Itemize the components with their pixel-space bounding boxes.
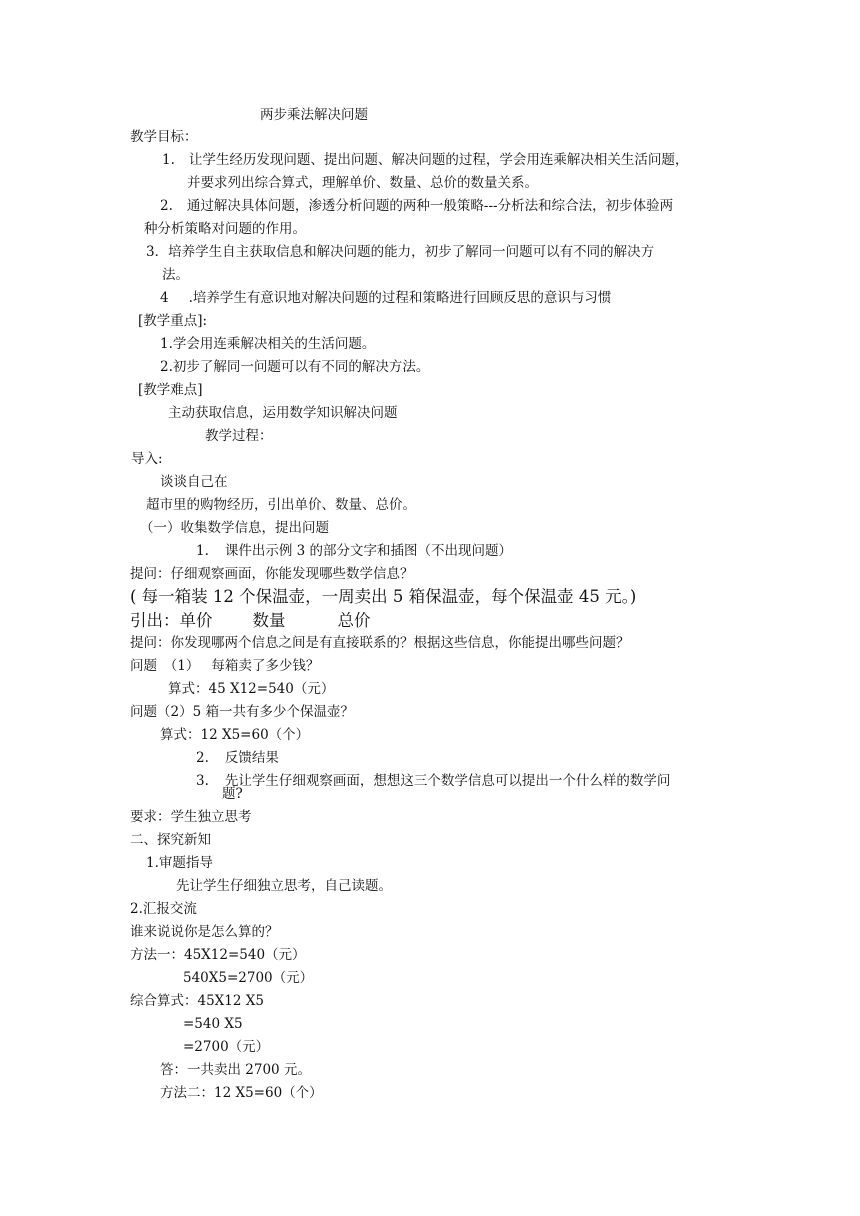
review-guide-heading: 1.审题指导: [146, 855, 213, 871]
item-3-number: 3.: [196, 773, 209, 789]
goal-4-number: 4: [160, 290, 169, 306]
item-3-text-b: 题?: [222, 786, 243, 802]
item-2-text: 反馈结果: [224, 750, 279, 766]
item-1-number: 1.: [196, 543, 209, 559]
key-point-1: 1.学会用连乘解决相关的生活问题。: [160, 336, 376, 352]
question-1-label: 问题 （1）: [130, 658, 200, 674]
question-1-formula: 算式：45 X12=540（元）: [168, 681, 335, 697]
lead-quantity: 数量: [252, 611, 286, 630]
combined-step-2: =540 X5: [183, 1016, 243, 1032]
goal-1-number: 1.: [162, 152, 175, 168]
goal-4-text: .培养学生有意识地对解决问题的过程和策略进行回顾反思的意识与习惯: [188, 290, 612, 306]
item-3-text-a: 先让学生仔细观察画面，想想这三个数学信息可以提出一个什么样的数学问: [224, 773, 671, 789]
key-point-2: 2.初步了解同一问题可以有不同的解决方法。: [160, 359, 430, 375]
goal-2-text-a: 通过解决具体问题，渗透分析问题的两种一般策略---分析法和综合法，初步体验两: [186, 198, 674, 214]
difficulty-heading: [教学难点]: [138, 382, 203, 398]
method-1: 方法一：45X12=540（元）: [130, 947, 306, 963]
item-2-number: 2.: [196, 750, 209, 766]
goal-3-line-1: 3．培养学生自主获取信息和解决问题的能力，初步了解同一问题可以有不同的解决方: [146, 244, 655, 260]
lead-unit-price: 引出：单价: [130, 611, 213, 630]
goal-1-line-1: [162, 151, 688, 169]
info-statement: ( 每一箱装 12 个保温壶，一周卖出 5 箱保温壶，每个保温壶 45 元。): [130, 587, 637, 606]
intro-line-2: 超市里的购物经历，引出单价、数量、总价。: [146, 497, 416, 513]
process-heading: 教学过程：: [205, 428, 273, 444]
goal-4-line: [160, 289, 611, 307]
intro-line-1: 谈谈自己在: [160, 474, 228, 490]
key-points-heading: [教学重点]:: [138, 313, 208, 329]
item-1-text: 课件出示例 3 的部分文字和插图（不出现问题）: [224, 543, 513, 559]
goal-2-line-2: 种分析策略对问题的作用。: [144, 221, 306, 237]
goal-3-line-2: 法。: [162, 267, 189, 283]
section-1-item-1: [196, 542, 512, 560]
goal-1-text-a: 让学生经历发现问题、提出问题、解决问题的过程，学会用连乘解决相关生活问题，: [188, 152, 689, 168]
method-1-step-2: 540X5=2700（元）: [183, 970, 314, 986]
question-2-formula: 算式：12 X5=60（个）: [160, 727, 310, 743]
answer: 答：一共卖出 2700 元。: [160, 1062, 311, 1078]
document-title: 两步乘法解决问题: [260, 107, 368, 123]
combined-formula: 综合算式：45X12 X5: [130, 993, 264, 1009]
question-2-line: 问题（2）5 箱一共有多少个保温壶？: [130, 704, 354, 720]
method-2: 方法二：12 X5=60（个）: [160, 1085, 323, 1101]
section-1-heading: （一）收集数学信息，提出问题: [140, 520, 329, 536]
lead-line: [130, 610, 371, 632]
goal-1-line-2: 并要求列出综合算式，理解单价、数量、总价的数量关系。: [187, 175, 538, 191]
report-heading: 2.汇报交流: [130, 901, 197, 917]
goal-2-number: 2.: [160, 198, 173, 214]
goal-2-line-1: [160, 197, 673, 215]
section-1-item-3: [196, 772, 670, 790]
section-1-item-2: [196, 749, 279, 767]
combined-step-3: =2700（元）: [183, 1039, 270, 1055]
requirement: 要求：学生独立思考: [130, 809, 252, 825]
goals-heading: 教学目标：: [130, 129, 198, 145]
question-1-text: 每箱卖了多少钱？: [211, 658, 320, 674]
question-observe: 提问：仔细观察画面，你能发现哪些数学信息？: [130, 566, 414, 582]
section-2-heading: 二、探究新知: [130, 832, 211, 848]
review-guide-text: 先让学生仔细独立思考，自己读题。: [176, 878, 392, 894]
intro-heading: 导入:: [131, 451, 163, 467]
who-explains: 谁来说说你是怎么算的？: [130, 924, 279, 940]
question-relation: 提问：你发现哪两个信息之间是有直接联系的？根据这些信息，你能提出哪些问题？: [130, 635, 630, 651]
question-1-line: [130, 657, 319, 675]
lead-total: 总价: [337, 611, 371, 630]
difficulty-1: 主动获取信息，运用数学知识解决问题: [168, 405, 398, 421]
